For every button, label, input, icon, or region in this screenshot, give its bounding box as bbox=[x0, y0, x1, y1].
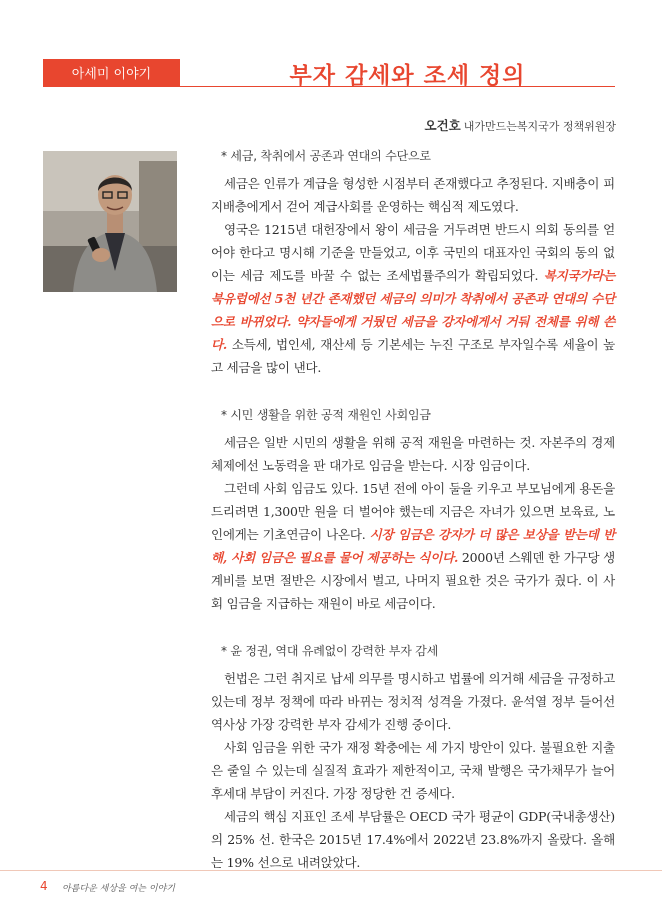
article-body bbox=[211, 145, 615, 874]
paragraph bbox=[211, 477, 615, 615]
text-run: 세금은 일반 시민의 생활을 위해 공적 재원을 마련하는 것. 자본주의 경제 체제에선 노동력을 판 대가로 임금을 받는다. 시장 임금이다. bbox=[211, 435, 615, 473]
text-run: 세금의 핵심 지표인 조세 부담률은 OECD 국가 평균이 GDP(국내총생산)의 25% 선. 한국은 2015년 17.4%에서 2022년 23.8%까지 올랐다. 올해는 19% 선으로 내려앉았다. bbox=[211, 809, 615, 870]
paragraph bbox=[211, 736, 615, 805]
highlighted-text: 복지국가라는 북유럽에선 5천 년간 존재했던 세금의 의미가 착취에서 공존과 연대의 수단으로 바뀌었다. 약자들에게 거뒀던 세금을 강자에게서 거둬 전체를 위해 쓴다. bbox=[211, 268, 615, 352]
paragraph bbox=[211, 805, 615, 874]
author-role: 내가만드는복지국가 정책위원장 bbox=[463, 120, 616, 133]
text-run: 2000년 스웨덴 한 가구당 생계비를 보면 절반은 시장에서 벌고, 나머지 필요한 것은 국가가 줬다. 이 사회 임금을 지급하는 재원이 바로 세금이다. bbox=[211, 550, 615, 611]
section-heading: * 시민 생활을 위한 공적 재원인 사회임금 bbox=[221, 408, 431, 422]
section-heading: * 윤 정권, 역대 유례없이 강력한 부자 감세 bbox=[221, 644, 438, 658]
text-run: 영국은 1215년 대헌장에서 왕이 세금을 거두려면 반드시 의회 동의를 얻어야 한다고 명시해 기준을 만들었고, 이후 국민의 대표자인 국회의 동의 없이는 세금 제도를 바꿀 수 없는 조세법률주의가 확립되었다. bbox=[211, 222, 615, 283]
highlighted-text: 시장 임금은 강자가 더 많은 보상을 받는데 반해, 사회 임금은 필요를 물어 제공하는 식이다. bbox=[211, 527, 615, 565]
page-number: 4 bbox=[40, 879, 48, 893]
author-byline bbox=[425, 116, 617, 134]
section-tag: 아세미 이야기 bbox=[43, 59, 180, 86]
footer-divider bbox=[0, 870, 662, 871]
text-run: 사회 임금을 위한 국가 재정 확충에는 세 가지 방안이 있다. 불필요한 지출은 줄일 수 있는데 실질적 효과가 제한적이고, 국채 발행은 국가채무가 늘어 후세대 부담이 커진다. 가장 정당한 건 증세다. bbox=[211, 740, 615, 801]
paragraph bbox=[211, 667, 615, 736]
paragraph bbox=[211, 431, 615, 477]
publication-title: 아름다운 세상을 여는 이야기 bbox=[62, 884, 175, 894]
paragraph bbox=[211, 172, 615, 218]
article-title: 부자 감세와 조세 정의 bbox=[289, 63, 526, 89]
author-photo bbox=[43, 151, 177, 292]
text-run: 그런데 사회 임금도 있다. 15년 전에 아이 둘을 키우고 부모님에게 용돈을 드리려면 1,300만 원을 더 벌어야 했는데 지금은 자녀가 있으면 보육료, 노인에게는 기초연금이 나온다. bbox=[211, 481, 615, 542]
text-run: 헌법은 그런 취지로 납세 의무를 명시하고 법률에 의거해 세금을 규정하고 있는데 정부 정책에 따라 바뀌는 정치적 성격을 가졌다. 윤석열 정부 들어선 역사상 가장 강력한 부자 감세가 진행 중이다. bbox=[211, 671, 615, 732]
text-run: 세금은 인류가 계급을 형성한 시점부터 존재했다고 추정된다. 지배층이 피지배층에게서 걷어 계급사회를 운영하는 핵심적 제도였다. bbox=[211, 176, 615, 214]
paragraph bbox=[211, 218, 615, 379]
text-run: 소득세, 법인세, 재산세 등 기본세는 누진 구조로 부자일수록 세율이 높고 세금을 많이 낸다. bbox=[211, 337, 615, 375]
author-name: 오건호 bbox=[424, 118, 461, 133]
section-heading: * 세금, 착취에서 공존과 연대의 수단으로 bbox=[221, 149, 431, 163]
